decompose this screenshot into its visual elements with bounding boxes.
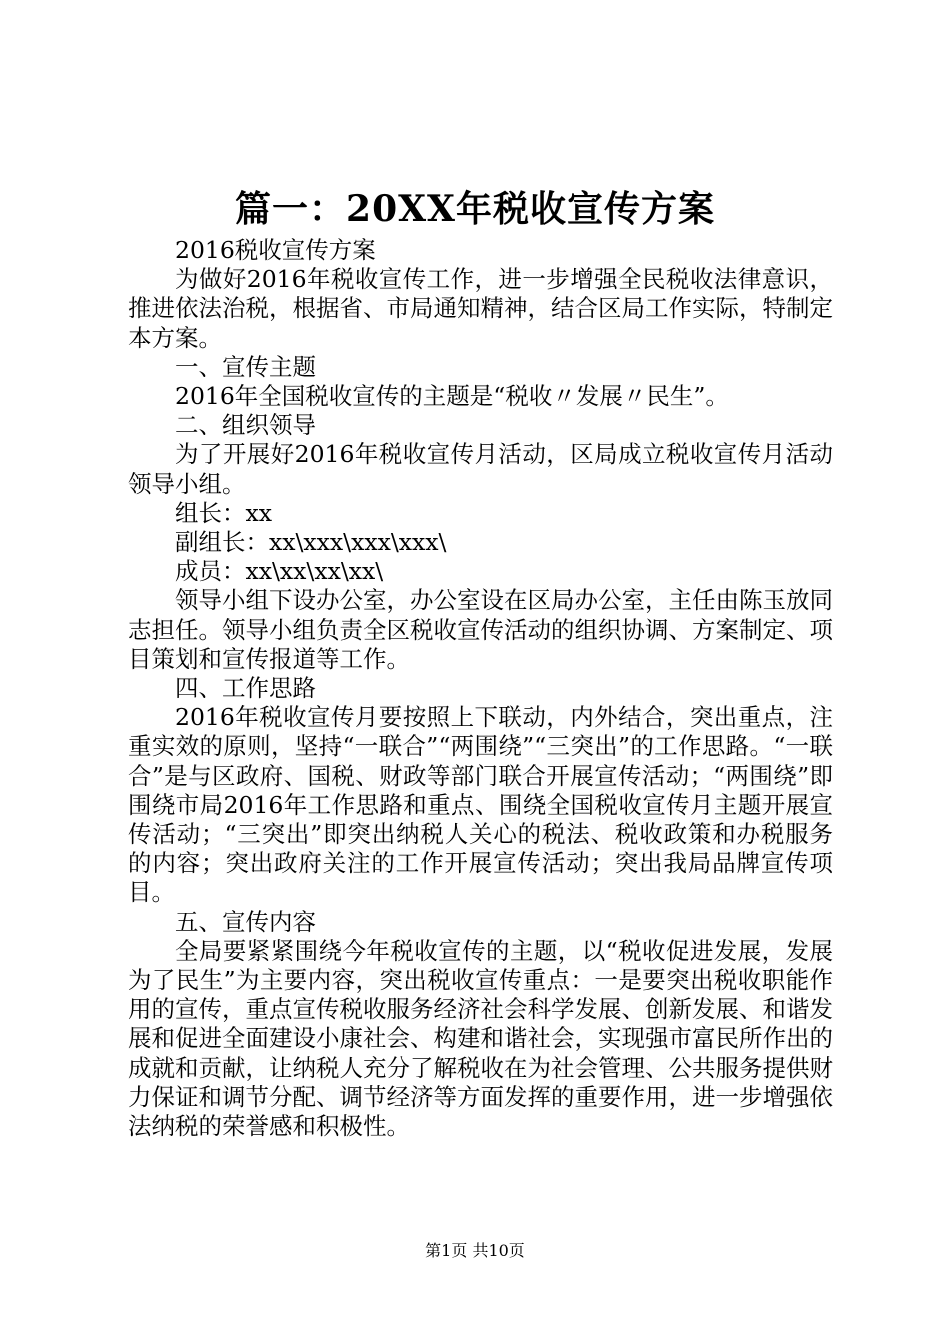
paragraph-theme: 2016年全国税收宣传的主题是“税收〃发展〃民生”。 [175,382,729,411]
section-heading-theme: 一、宣传主题 [175,352,316,381]
paragraph-leadership: 为了开展好2016年税收宣传月活动，区局成立税收宣传月活动领导小组。 [128,440,833,498]
document-body [128,236,833,1141]
section-heading-leadership: 二、组织领导 [175,411,316,440]
section-heading-content: 五、宣传内容 [175,907,316,936]
paragraph-members: 成员：xx\xx\xx\xx\ [175,557,384,586]
paragraph-deputy-leader: 副组长：xx\xxx\xxx\xxx\ [175,528,447,557]
paragraph-approach: 2016年税收宣传月要按照上下联动，内外结合，突出重点，注重实效的原则，坚持“一联合”“两围绕”“三突出”的工作思路。“一联合”是与区政府、国税、财政等部门联合开展宣传活动；“两围绕”即围绕市局2016年工作思路和重点、围绕全国税收宣传月主题开展宣传活动；“三突出”即突出纳税人关心的税法、税收政策和办税服务的内容；突出政府关注的工作开展宣传活动；突出我局品牌宣传项目。 [128,703,833,907]
paragraph-leader: 组长：xx [175,498,273,527]
paragraph-intro: 为做好2016年税收宣传工作，进一步增强全民税收法律意识，推进依法治税，根据省、市局通知精神，结合区局工作实际，特制定本方案。 [128,265,833,352]
section-heading-approach: 四、工作思路 [175,674,316,703]
page-footer: 第1页 共10页 [425,1241,525,1260]
paragraph-content: 全局要紧紧围绕今年税收宣传的主题，以“税收促进发展，发展为了民生”为主要内容，突出税收宣传重点：一是要突出税收职能作用的宣传，重点宣传税收服务经济社会科学发展、创新发展、和谐发展和促进全面建设小康社会、构建和谐社会，实现强市富民所作出的成就和贡献，让纳税人充分了解税收在为社会管理、公共服务提供财力保证和调节分配、调节经济等方面发挥的重要作用，进一步增强依法纳税的荣誉感和积极性。 [128,936,833,1141]
document-title: 篇一：20XX年税收宣传方案 [235,188,715,230]
paragraph-office: 领导小组下设办公室，办公室设在区局办公室，主任由陈玉放同志担任。领导小组负责全区税收宣传活动的组织协调、方案制定、项目策划和宣传报道等工作。 [128,586,833,673]
paragraph-subtitle: 2016税收宣传方案 [175,236,376,264]
